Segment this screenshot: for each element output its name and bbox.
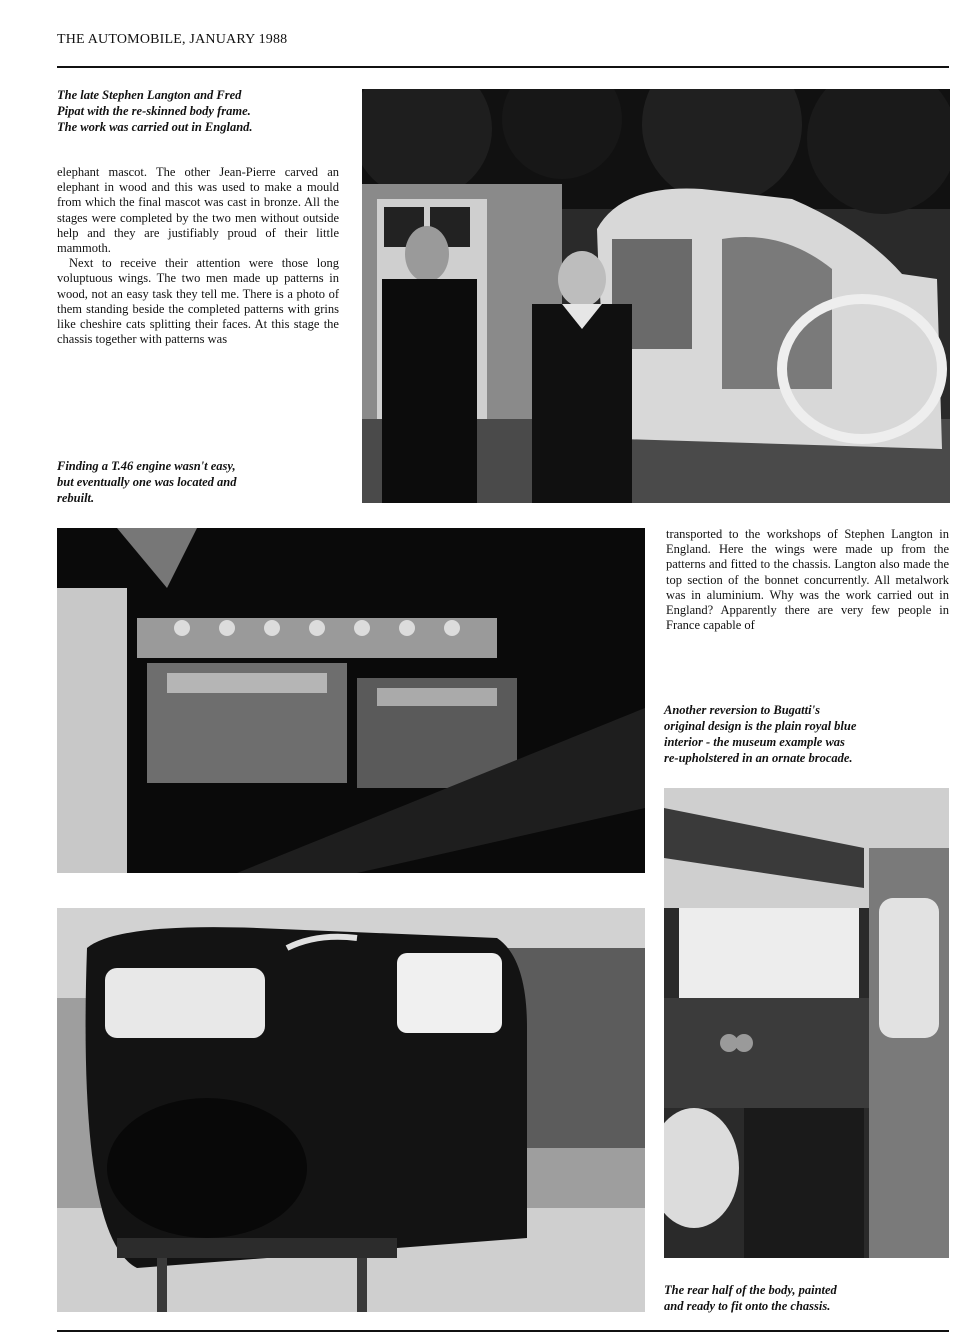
caption-rear-body: The rear half of the body, painted and ready to fit onto the chassis.: [664, 1283, 837, 1313]
photo-interior-image: [664, 788, 949, 1258]
photo-painted-body-image: [57, 908, 645, 1312]
photo-body-frame-image: [362, 89, 950, 503]
photo-engine-image: [57, 528, 645, 873]
photo-body-frame: [362, 89, 950, 503]
photo-interior: [664, 788, 949, 1258]
photo-engine: [57, 528, 645, 873]
caption-engine: Finding a T.46 engine wasn't easy, but eventually one was located and rebuilt.: [57, 459, 237, 505]
article-column-2: [666, 527, 949, 633]
article-paragraph: Next to receive their attention were those long voluptuous wings. The two men made up patterns in wood, not an easy task they tell me. There is a photo of them standing beside the completed patterns with grins like cheshire cats splitting their faces. At this stage the chassis together with patterns was: [57, 256, 339, 347]
header-rule: [57, 66, 949, 68]
photo-painted-body: [57, 908, 645, 1312]
caption-body-frame: The late Stephen Langton and Fred Pipat with the re-skinned body frame. The work was carried out in England.: [57, 88, 253, 134]
footer-rule: [57, 1330, 949, 1332]
article-column-1: [57, 165, 339, 347]
caption-interior: Another reversion to Bugatti's original design is the plain royal blue interior - the museum example was re-upholstered in an ornate brocade.: [664, 703, 857, 765]
article-paragraph: transported to the workshops of Stephen Langton in England. Here the wings were made up from the patterns and fitted to the chassis. Langton also made the top section of the bonnet concurrently. All metalwork was in aluminium. Why was the work carried out in England? Apparently there are very few people in France capable of: [666, 527, 949, 633]
running-header: THE AUTOMOBILE, JANUARY 1988: [57, 32, 288, 47]
article-paragraph: elephant mascot. The other Jean-Pierre carved an elephant in wood and this was used to make a mould from which the final mascot was cast in bronze. All the stages were completed by the two men without outside help and they are justifiably proud of their little mammoth.: [57, 165, 339, 256]
